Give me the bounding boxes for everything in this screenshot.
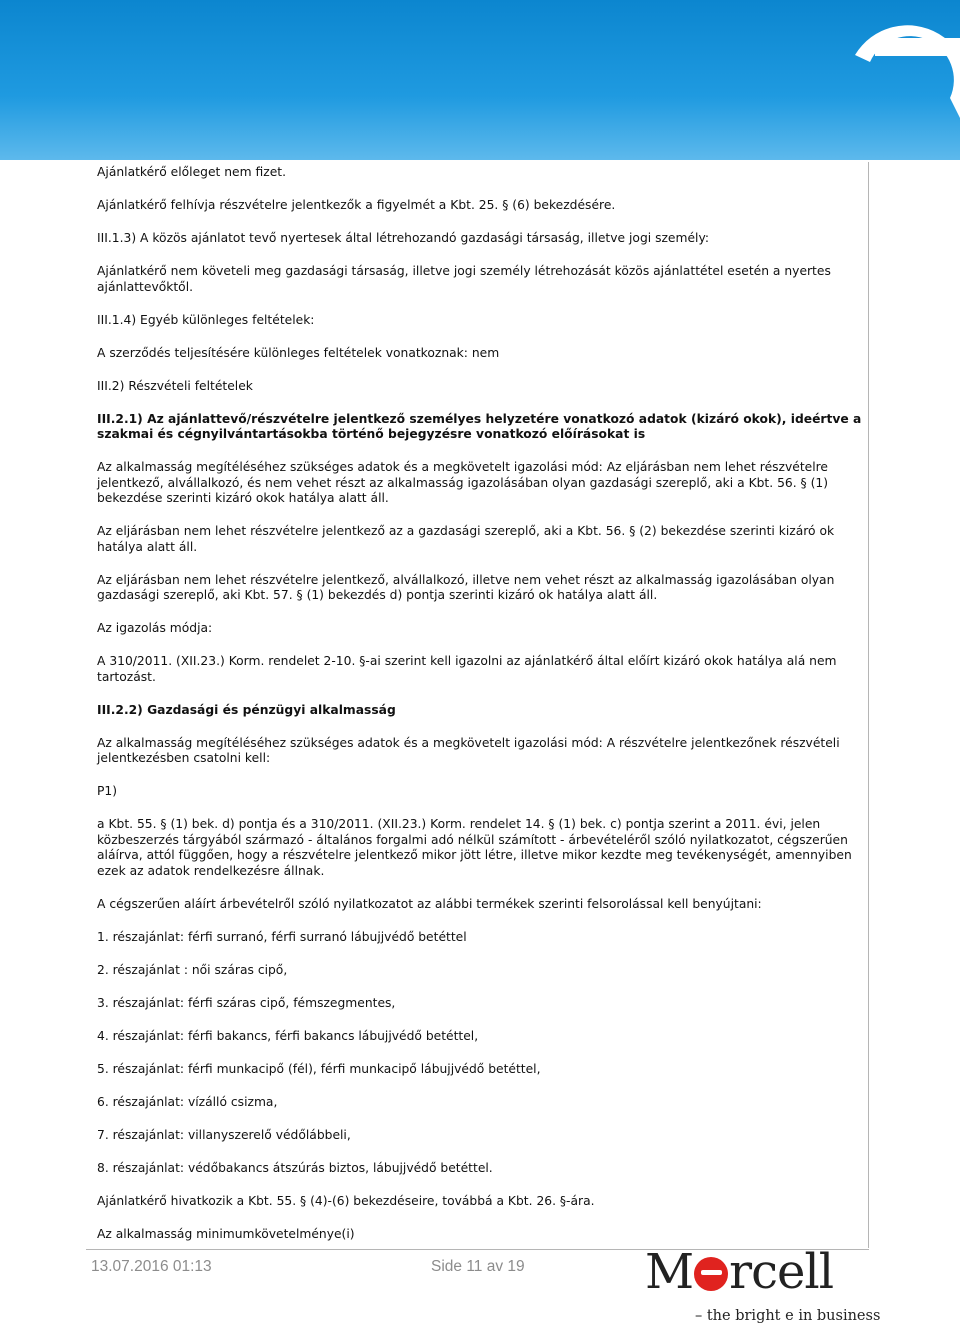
paragraph: Az eljárásban nem lehet részvételre jelentkező, alvállalkozó, illetve nem vehet részt az alkalmasság igazolásában olyan gazdasági szereplő, aki Kbt. 57. § (1) bekezdés d) pontja szerinti kizáró ok hatálya alatt áll.: [97, 572, 835, 602]
paragraph: a Kbt. 55. § (1) bek. d) pontja és a 310/2011. (XII.23.) Korm. rendelet 14. § (1) bek. c) pontja szerint a 2011. évi, jelen közbeszerzés tárgyából származó - általános forgalmi adó nélkül számított - árbevételéről szóló nyilatkozatot, cégszerűen aláírva, attól függően, hogy a részvételre jelentkező mikor jött létre, illetve mikor kezdte meg tevékenységét, amennyiben ezek az adatok rendelkezésre állnak.: [97, 817, 852, 878]
paragraph: 7. részajánlat: villanyszerelő védőlábbeli,: [97, 1127, 351, 1142]
paragraph: 3. részajánlat: férfi száras cipő, fémszegmentes,: [97, 995, 396, 1010]
paragraph: III.1.3) A közös ajánlatot tevő nyertesek által létrehozandó gazdasági társaság, illetve jogi személy:: [97, 231, 709, 245]
footer-date: 13.07.2016 01:13: [91, 1258, 212, 1275]
paragraph: Az alkalmasság minimumkövetelménye(i): [97, 1226, 355, 1241]
brand-wordmark: [645, 1244, 833, 1300]
paragraph: P1): [97, 784, 118, 798]
paragraph: Ajánlatkérő nem követeli meg gazdasági társaság, illetve jogi személy létrehozását közös ajánlattétel esetén a nyertes ajánlattevőktől.: [97, 264, 831, 294]
paragraph: A 310/2011. (XII.23.) Korm. rendelet 2-10. §-ai szerint kell igazolni az ajánlatkérő által előírt kizáró okok hatálya alá nem tartozást.: [97, 654, 837, 684]
brand-text-start: M: [645, 1244, 694, 1300]
brand-e-logo-icon: [820, 0, 960, 160]
paragraph: III.1.4) Egyéb különleges feltételek:: [97, 312, 315, 327]
paragraph: III.2.2) Gazdasági és pénzügyi alkalmasság: [97, 702, 396, 717]
paragraph: 4. részajánlat: férfi bakancs, férfi bakancs lábujjvédő betéttel,: [97, 1028, 479, 1043]
document-body: [97, 162, 863, 1260]
paragraph: Ajánlatkérő előleget nem fizet.: [97, 165, 286, 179]
paragraph: 5. részajánlat: férfi munkacipő (fél), férfi munkacipő lábujjvédő betéttel,: [97, 1061, 541, 1076]
paragraph: Az alkalmasság megítéléséhez szükséges adatok és a megkövetelt igazolási mód: A részvételre jelentkezőnek részvételi jelentkezésben csatolni kell:: [97, 735, 840, 765]
brand-text-end: rcell: [729, 1244, 834, 1300]
paragraph: Az alkalmasság megítéléséhez szükséges adatok és a megkövetelt igazolási mód: Az eljárásban nem lehet részvételre jelentkező, alvállalkozó, és nem vehet részt az alkalmasság igazolásában olyan gazdasági szereplő, aki a Kbt. 56. § (1) bekezdése szerinti kizáró okok hatálya alatt áll.: [97, 460, 829, 505]
brand-logo: [640, 1244, 881, 1328]
paragraph: 1. részajánlat: férfi surranó, férfi surranó lábujjvédő betéttel: [97, 929, 467, 944]
brand-e-icon: [694, 1257, 728, 1291]
paragraph: A cégszerűen aláírt árbevételről szóló nyilatkozatot az alábbi termékek szerinti felsorolással kell benyújtani:: [97, 896, 762, 911]
paragraph: 8. részajánlat: védőbakancs átszúrás biztos, lábujjvédő betéttel.: [97, 1160, 493, 1175]
paragraph: Ajánlatkérő hivatkozik a Kbt. 55. § (4)-(6) bekezdéseire, továbbá a Kbt. 26. §-ára.: [97, 1193, 595, 1208]
brand-tagline: – the bright e in business: [695, 1308, 881, 1324]
paragraph: III.2.1) Az ajánlattevő/részvételre jelentkező személyes helyzetére vonatkozó adatok (kizáró okok), ideértve a szakmai és cégnyilvántartásokba történő bejegyzésre vonatkozó előírásokat is: [97, 411, 862, 441]
paragraph: 6. részajánlat: vízálló csizma,: [97, 1094, 278, 1109]
paragraph: 2. részajánlat : női száras cipő,: [97, 962, 288, 977]
paragraph: A szerződés teljesítésére különleges feltételek vonatkoznak: nem: [97, 345, 500, 360]
footer-page-number: Side 11 av 19: [431, 1258, 525, 1275]
header-band: [0, 0, 960, 160]
paragraph: Az eljárásban nem lehet részvételre jelentkező az a gazdasági szereplő, aki a Kbt. 56. § (2) bekezdése szerinti kizáró ok hatálya alatt áll.: [97, 524, 835, 554]
paragraph: Ajánlatkérő felhívja részvételre jelentkezők a figyelmét a Kbt. 25. § (6) bekezdésére.: [97, 198, 616, 212]
paragraph: III.2) Részvételi feltételek: [97, 378, 253, 393]
paragraph: Az igazolás módja:: [97, 621, 213, 635]
